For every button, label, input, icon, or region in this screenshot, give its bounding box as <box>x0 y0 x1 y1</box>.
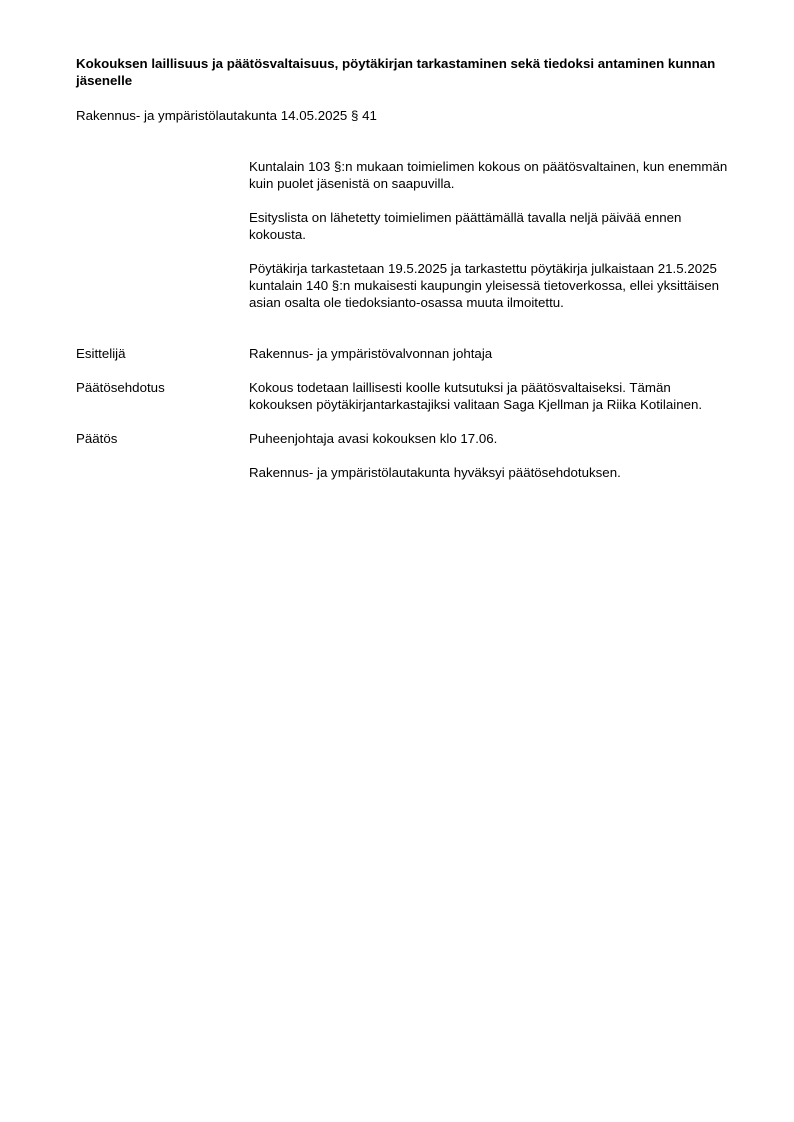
document-title: Kokouksen laillisuus ja päätösvaltaisuus, pöytäkirjan tarkastaminen sekä tiedoksi antaminen kunnan jäsenelle <box>76 56 716 88</box>
row-paragraph: Rakennus- ja ympäristövalvonnan johtaja <box>249 346 493 361</box>
row-label: Päätös <box>76 431 118 446</box>
document-page <box>76 55 736 498</box>
row-presenter <box>76 345 736 362</box>
intro-paragraph: Esityslista on lähetetty toimielimen päättämällä tavalla neljä päivää ennen kokousta. <box>249 210 682 242</box>
intro-paragraph: Kuntalain 103 §:n mukaan toimielimen kokous on päätösvaltainen, kun enemmän kuin puolet jäsenistä on saapuvilla. <box>249 159 728 191</box>
row-proposal <box>76 379 736 413</box>
row-value <box>249 430 736 481</box>
row-value <box>249 379 736 413</box>
row-paragraph: Rakennus- ja ympäristölautakunta hyväksyi päätösehdotuksen. <box>249 465 621 480</box>
row-paragraph: Kokous todetaan laillisesti koolle kutsutuksi ja päätösvaltaiseksi. Tämän kokouksen pöytäkirjantarkastajiksi valitaan Saga Kjellman ja Riika Kotilainen. <box>249 380 703 412</box>
row-value <box>249 345 736 362</box>
decision-rows <box>76 345 736 481</box>
row-decision <box>76 430 736 481</box>
row-label: Esittelijä <box>76 346 126 361</box>
row-paragraph: Puheenjohtaja avasi kokouksen klo 17.06. <box>249 431 498 446</box>
meeting-reference: Rakennus- ja ympäristölautakunta 14.05.2025 § 41 <box>76 108 377 123</box>
intro-section <box>249 158 736 311</box>
row-label: Päätösehdotus <box>76 380 165 395</box>
intro-paragraph: Pöytäkirja tarkastetaan 19.5.2025 ja tarkastettu pöytäkirja julkaistaan 21.5.2025 kuntalain 140 §:n mukaisesti kaupungin yleisessä tietoverkossa, ellei yksittäisen asian osalta ole tiedoksianto-osassa muuta ilmoitettu. <box>249 261 720 310</box>
